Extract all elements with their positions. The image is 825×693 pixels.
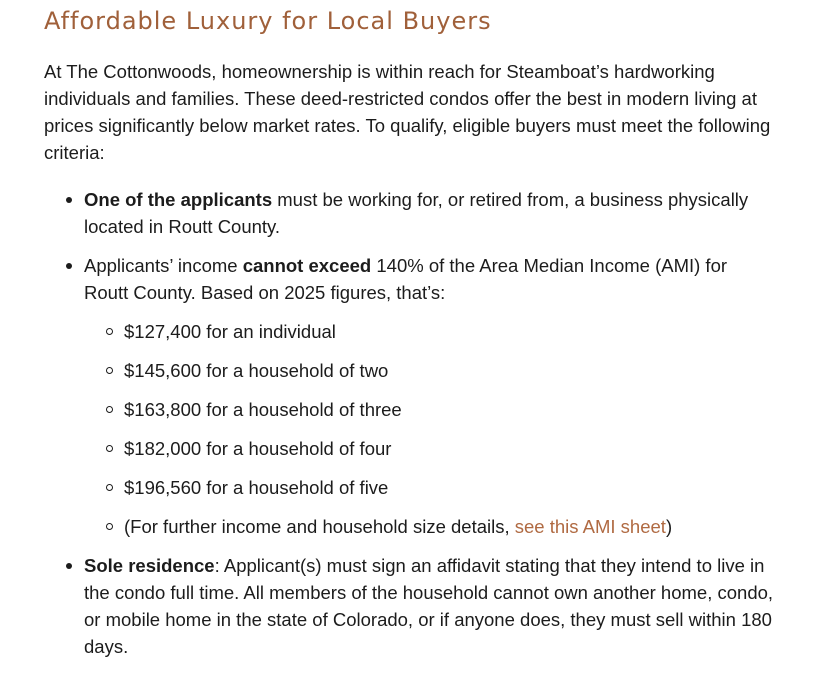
income-limit-item: $196,560 for a household of five [124,474,774,501]
criteria-item-residence-text: : Applicant(s) must sign an affidavit stating that they intend to live in the condo full time. All members of the household cannot own another home, condo, or mobile home in the state of Colorado, or if anyone does, they must sell within 180 days. [84,555,774,657]
income-limit-item: $127,400 for an individual [124,318,774,345]
criteria-item-residence-bold: Sole residence [84,555,215,576]
intro-paragraph: At The Cottonwoods, homeownership is within reach for Steamboat’s hardworking individuals and families. These deed-restricted condos offer the best in modern living at prices significantly below market rates. To qualify, eligible buyers must meet the following criteria: [44,61,771,163]
income-details-note-pre: (For further income and household size details, [124,516,515,537]
income-limit-item: $163,800 for a household of three [124,396,774,423]
income-limit-item: $182,000 for a household of four [124,435,774,462]
income-details-note-post: ) [665,516,673,537]
income-limit-item: $145,600 for a household of two [124,357,774,384]
criteria-item-income-text: 140% of the Area Median Income (AMI) for Routt County. Based on 2025 figures, that’s: [84,255,728,303]
section-title: Affordable Luxury for Local Buyers [44,7,492,35]
criteria-list [44,186,785,660]
criteria-item-income-bold: cannot exceed [242,255,372,276]
criteria-item-employment-bold: One of the applicants [84,189,273,210]
criteria-item-income [84,252,774,540]
income-limits-list [84,318,774,540]
criteria-item-residence [84,552,774,660]
ami-sheet-link[interactable]: see this AMI sheet [514,516,666,537]
criteria-item-employment-text: must be working for, or retired from, a business physically located in Routt County. [84,189,749,237]
criteria-item-income-pre: Applicants’ income [84,255,243,276]
income-details-note [124,513,774,540]
criteria-item-employment [84,186,774,240]
